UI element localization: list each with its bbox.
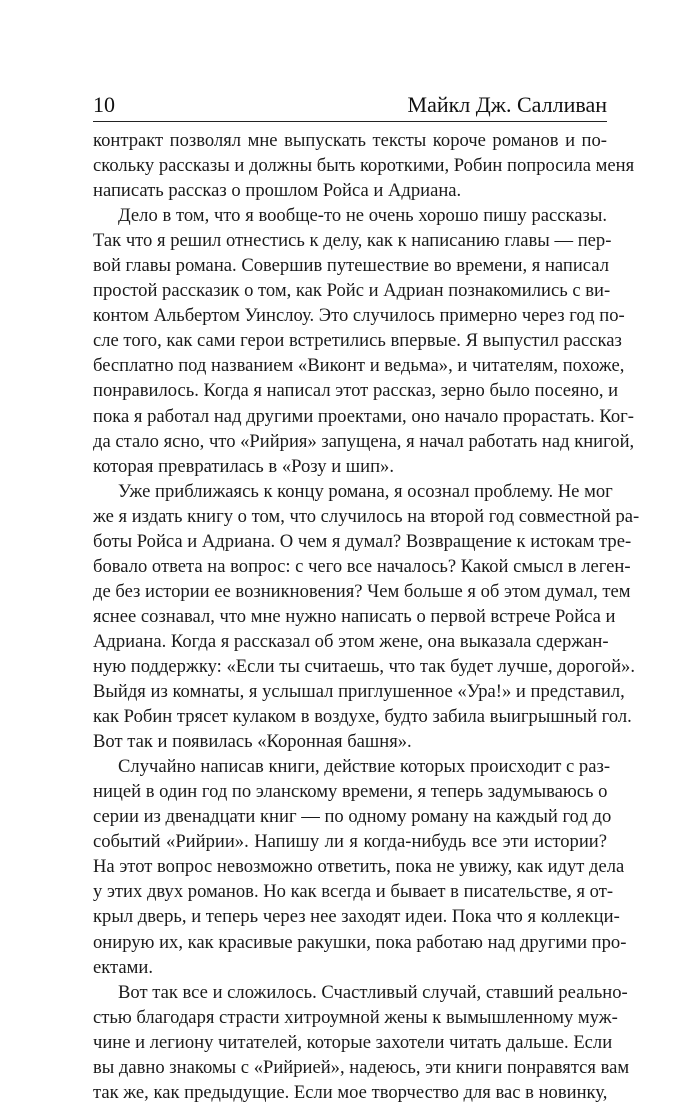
- text-line: стью благодаря страсти хитроумной жены к вымышленному муж-: [93, 1006, 618, 1028]
- text-line: у этих двух романов. Но как всегда и бывает в писательстве, я от-: [93, 881, 614, 903]
- text-line: которая превратилась в «Розу и шип».: [93, 455, 394, 477]
- text-line: сле того, как сами герои встретились впервые. Я выпустил рассказ: [93, 330, 622, 352]
- text-line: На этот вопрос невозможно ответить, пока не увижу, как идут дела: [93, 856, 625, 878]
- text-line: простой рассказик о том, как Ройс и Адриан познакомились с ви-: [93, 280, 611, 302]
- text-line: событий «Рийрии». Напишу ли я когда-нибудь все эти истории?: [93, 831, 607, 853]
- text-line: как Робин трясет кулаком в воздухе, будто забила выигрышный гол.: [93, 706, 632, 728]
- text-line: Так что я решил отнестись к делу, как к написанию главы — пер-: [93, 230, 612, 252]
- paragraph: [93, 128, 635, 203]
- text-line: Вот так и появилась «Коронная башня».: [93, 731, 412, 753]
- header-rule: [93, 121, 607, 122]
- text-line: вой главы романа. Совершив путешествие во времени, я написал: [93, 255, 609, 277]
- text-line: написать рассказ о прошлом Ройса и Адриана.: [93, 180, 462, 202]
- text-line: де без истории ее возникновения? Чем больше я об этом думал, тем: [93, 580, 631, 602]
- text-line: бовало ответа на вопрос: с чего все началось? Какой смысл в леген-: [93, 555, 631, 577]
- page-number: 10: [93, 92, 115, 117]
- paragraph: [93, 203, 635, 479]
- text-line: ницей в один год по эланскому времени, я теперь задумываюсь о: [93, 781, 608, 803]
- text-line: Случайно написав книги, действие которых происходит с раз-: [118, 756, 611, 778]
- text-line: вы давно знакомы с «Рийрией», надеюсь, эти книги понравятся вам: [93, 1056, 630, 1078]
- text-line: онирую их, как красивые ракушки, пока работаю над другими про-: [93, 931, 627, 953]
- text-line: серии из двенадцати книг — по одному роману на каждый год до: [93, 806, 612, 828]
- text-line: скольку рассказы и должны быть короткими, Робин попросила меня: [93, 155, 635, 177]
- running-title: Майкл Дж. Салливан: [407, 92, 607, 117]
- text-line: контом Альбертом Уинслоу. Это случилось примерно через год по-: [93, 305, 625, 327]
- text-line: же я издать книгу о том, что случилось на второй год совместной ра-: [93, 505, 640, 527]
- paragraph: [93, 754, 627, 979]
- text-line: понравилось. Когда я написал этот рассказ, зерно было посеяно, и: [93, 380, 619, 402]
- text-line: боты Ройса и Адриана. О чем я думал? Возвращение к истокам тре-: [93, 530, 632, 552]
- text-line: Вот так все и сложилось. Счастливый случай, ставший реально-: [118, 981, 628, 1003]
- running-header: [93, 88, 607, 118]
- text-line: Выйдя из комнаты, я услышал приглушенное «Ура!» и представил,: [93, 681, 625, 703]
- text-line: крыл дверь, и теперь через нее заходят идеи. Пока что я коллекци-: [93, 906, 620, 928]
- text-line: пока я работал над другими проектами, оно начало прорастать. Ког-: [93, 405, 634, 427]
- text-line: Уже приближаясь к концу романа, я осознал проблему. Не мог: [118, 480, 613, 502]
- text-line: контракт позволял мне выпускать тексты короче романов и по-: [93, 130, 607, 151]
- text-line: чине и легиону читателей, которые захотели читать дальше. Если: [93, 1031, 613, 1053]
- body-text: [93, 128, 640, 1105]
- text-line: так же, как предыдущие. Если мое творчество для вас в новинку,: [93, 1081, 608, 1103]
- text-line: бесплатно под названием «Виконт и ведьма», и читателям, похоже,: [93, 355, 625, 377]
- text-line: ектами.: [93, 956, 154, 978]
- paragraph: [93, 980, 630, 1105]
- text-line: Адриана. Когда я рассказал об этом жене, она выказала сдержан-: [93, 630, 609, 652]
- text-line: да стало ясно, что «Рийрия» запущена, я начал работать над книгой,: [93, 430, 635, 452]
- text-line: яснее сознавал, что мне нужно написать о первой встрече Ройса и: [93, 605, 616, 627]
- paragraph: [93, 479, 640, 755]
- text-line: ную поддержку: «Если ты считаешь, что так будет лучше, дорогой».: [93, 655, 635, 677]
- text-line: Дело в том, что я вообще-то не очень хорошо пишу рассказы.: [118, 205, 607, 227]
